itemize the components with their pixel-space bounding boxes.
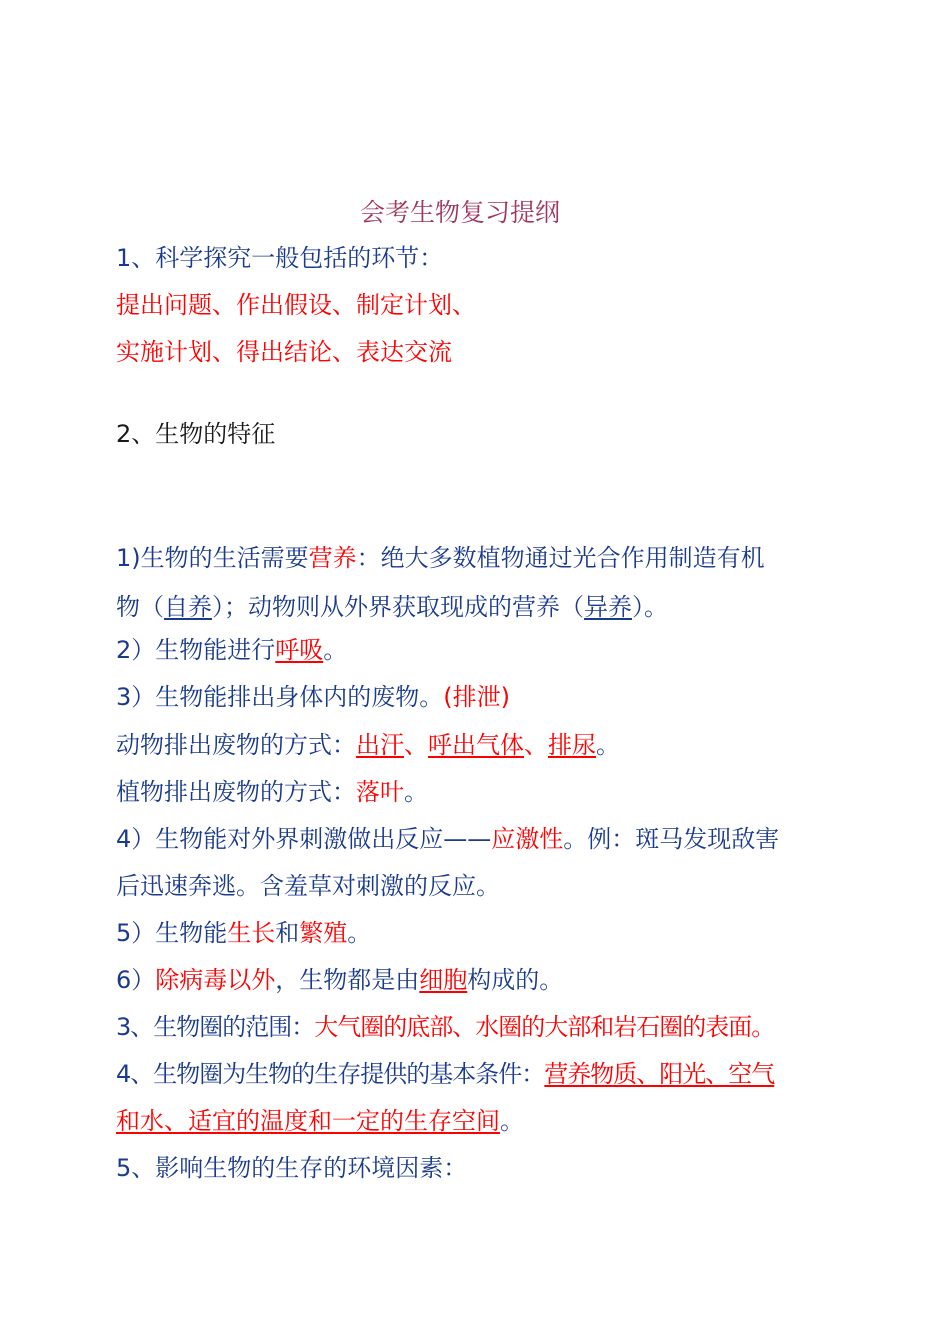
plant-excretion [116, 775, 428, 809]
text: 1)生物的生活需要 [116, 544, 309, 572]
underlined-term: 营养物质、阳光、空气 [544, 1060, 775, 1088]
text: 3、生物圈的范围： [116, 1013, 315, 1041]
highlight-text: 营养 [308, 544, 357, 572]
highlight-text: 大气圈的底部、水圈的大部和岩石圈的表面。 [314, 1013, 775, 1041]
highlight-text: (排泄) [443, 683, 511, 711]
text: 。 [404, 778, 428, 806]
underlined-term: 细胞 [419, 966, 468, 994]
text: 。 [500, 1107, 524, 1135]
feature-1-line-2 [116, 590, 668, 624]
section-1-steps-line-2: 实施计划、得出结论、表达交流 [116, 338, 452, 366]
text: ：绝大多数植物通过光合作用制造有机 [356, 544, 765, 572]
feature-3 [116, 680, 510, 714]
text: 5）生物能 [116, 919, 228, 947]
text: ，生物都是由 [275, 966, 420, 994]
section-3 [116, 1010, 774, 1044]
section-1-heading: 1、科学探究一般包括的环节： [116, 244, 444, 272]
underlined-term: 呼吸 [275, 636, 324, 664]
text: 。 [323, 636, 348, 664]
section-4-line-2 [116, 1104, 524, 1138]
highlight-text: 除病毒以外 [155, 966, 276, 994]
feature-6 [116, 963, 563, 997]
text: 6） [116, 966, 156, 994]
text: 。 [347, 919, 372, 947]
underlined-term: 自养 [164, 593, 212, 621]
section-1-steps-line-1: 提出问题、作出假设、制定计划、 [116, 291, 476, 319]
section-2-heading: 2、生物的特征 [116, 420, 276, 448]
underlined-term: 排尿 [548, 731, 596, 759]
highlight-text: 应激性 [491, 825, 564, 853]
feature-2 [116, 633, 347, 667]
highlight-text: 、 [524, 731, 548, 759]
text: 构成的。 [467, 966, 564, 994]
highlight-text: 生长 [227, 919, 276, 947]
underlined-term: 呼出气体 [428, 731, 524, 759]
text: 。 [596, 731, 620, 759]
highlight-text: 繁殖 [299, 919, 348, 947]
text: ）。 [632, 593, 668, 621]
underlined-term: 异养 [584, 593, 632, 621]
text: ）；动物则从外界获取现成的营养（ [212, 593, 584, 621]
text: 植物排出废物的方式： [116, 778, 356, 806]
highlight-text: 落叶 [356, 778, 404, 806]
text: 4、生物圈为生物的生存提供的基本条件： [116, 1060, 545, 1088]
text: 和 [275, 919, 300, 947]
text: 3）生物能排出身体内的废物。 [116, 683, 444, 711]
text: 动物排出废物的方式： [116, 731, 356, 759]
underlined-term: 出汗 [356, 731, 404, 759]
text: 。例：斑马发现敌害 [563, 825, 780, 853]
text: 2）生物能进行 [116, 636, 276, 664]
feature-5 [116, 916, 371, 950]
text: 4）生物能对外界刺激做出反应—— [116, 825, 492, 853]
underlined-term: 和水、适宜的温度和一定的生存空间 [116, 1107, 500, 1135]
page-title: 会考生物复习提纲 [359, 198, 560, 227]
feature-4-line-2: 后迅速奔逃。含羞草对刺激的反应。 [116, 872, 500, 900]
section-4-line-1 [116, 1057, 774, 1091]
highlight-text: 、 [404, 731, 428, 759]
feature-1-line-1 [116, 541, 765, 575]
text: 物（ [116, 593, 164, 621]
feature-4-line-1 [116, 822, 779, 856]
animal-excretion [116, 728, 620, 762]
section-5-heading: 5、影响生物的生存的环境因素： [116, 1154, 468, 1182]
